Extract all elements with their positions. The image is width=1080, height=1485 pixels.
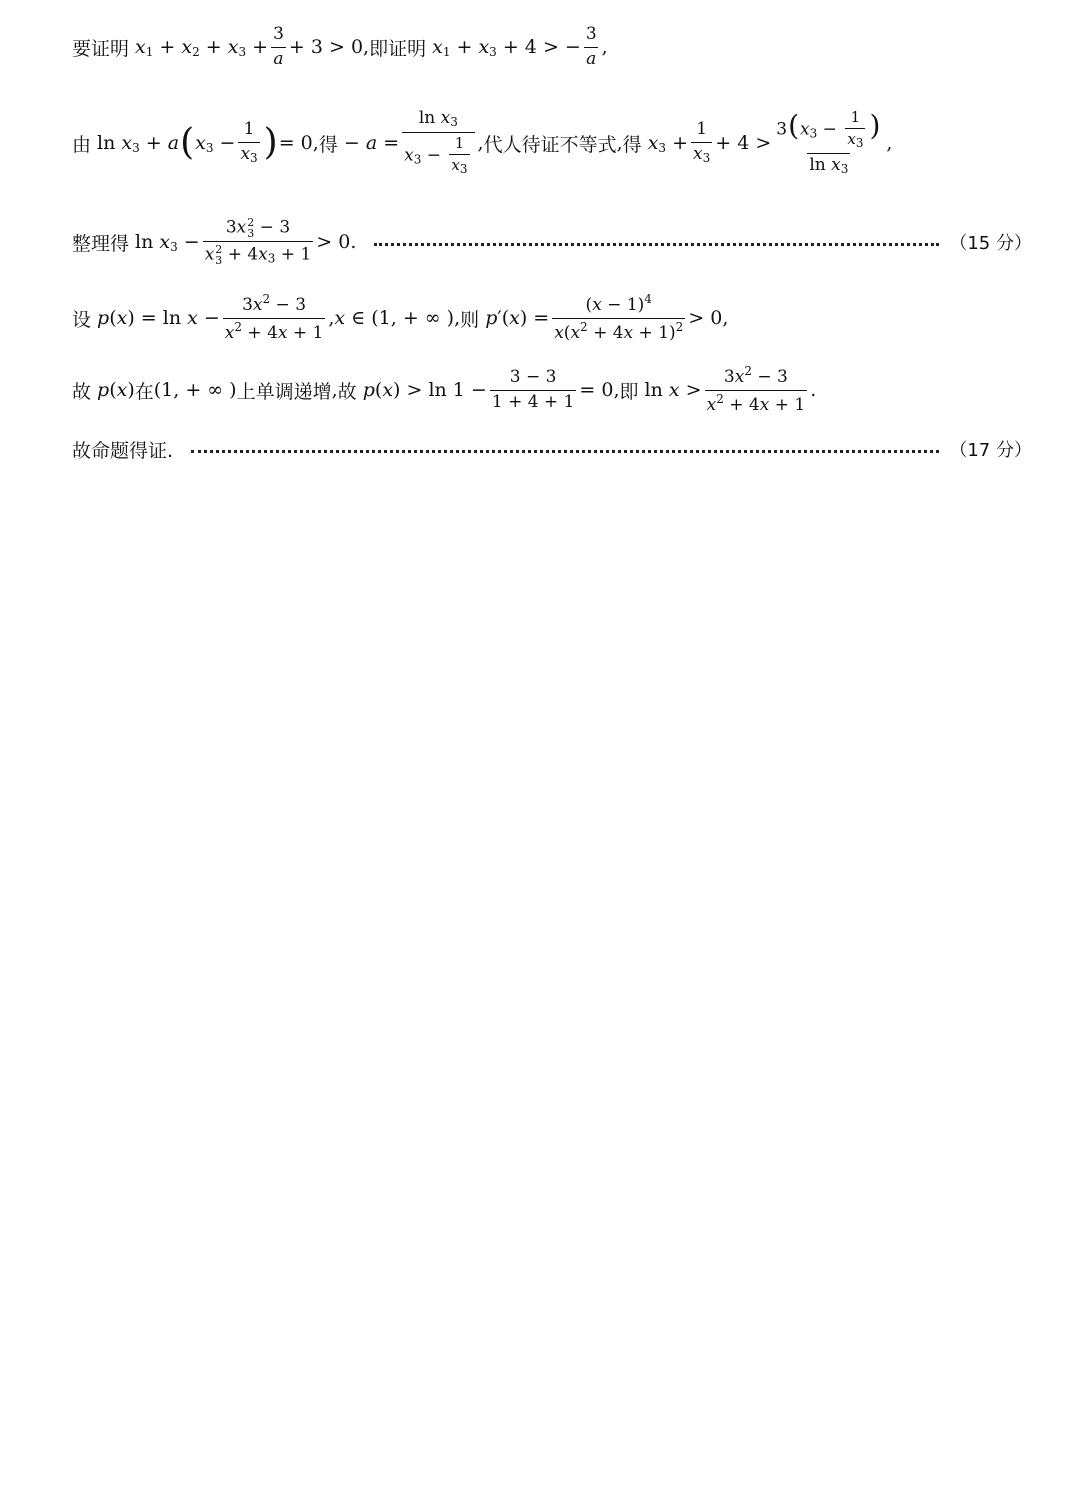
math-expression: $x_1 + x_3 + 4$ > −: [432, 35, 581, 59]
fraction-big: $3(x_3$ − $\frac{1}{x_3}$ ) $\ln x_3$: [776, 108, 881, 177]
dotted-leader: [374, 243, 939, 246]
proof-line-5: 故 p(x) 在 (1, + ∞ ) 上单调递增 , 故 p(x) > ln 1 − $\frac{3 - 3}{1 + 4 + 1}$ = 0, 即 ln x > $\frac{3x^2 - 3}{x^2 + 4x + 1}$ .: [72, 363, 817, 415]
text-gu: 故: [337, 380, 357, 403]
fraction: $\frac{3 - 3}{1 + 4 + 1}$: [491, 366, 575, 412]
dotted-leader: [191, 450, 939, 453]
text-prefix: 设: [72, 308, 92, 331]
proof-line-4: 设 p(x) = ln x − $\frac{3x^2 - 3}{x^2 + 4x + 1}$ ,x ∈ (1, + ∞ ), 则 p′(x) = $\frac{(x - 1)^4}{x(x^2 + 4x + 1)^2}$ > 0,: [72, 291, 729, 343]
fraction-ln-over-diff: $\ln x_3$ $x_3$ − $\frac{1}{x_3}$: [402, 109, 474, 177]
math-expression: p(x) = ln x −: [97, 307, 220, 329]
math-expression: $\ln x_3 + a$: [97, 131, 180, 155]
score-label: （17 分）: [949, 440, 1032, 461]
text-prefix: 故: [72, 380, 92, 403]
text-mid: 即证明: [369, 37, 427, 60]
text-ji: 即: [619, 380, 639, 403]
math-expression: + 3 > 0,: [288, 36, 370, 58]
fraction: $\frac{3}{a}$: [585, 23, 597, 69]
score-label: （15 分）: [949, 233, 1032, 254]
fraction: $\frac{1}{x_3}$: [240, 119, 258, 165]
text-de: 得: [318, 133, 338, 156]
text-ze: 则: [460, 308, 480, 331]
fraction: 3x 2 3 − 3 x 2 3 + $4x_3 + 1$: [204, 216, 312, 268]
text-zai: 在: [134, 380, 154, 403]
proof-line-1: 要证明 $x_1 + x_2 + x_3$ + $\frac{3}{a}$ + 3 > 0, 即证明 $x_1 + x_3 + 4$ > − $\frac{3}{a}$ ,: [72, 23, 608, 69]
text-prefix: 整理得: [72, 232, 130, 255]
text-prefix: 要证明: [72, 37, 130, 60]
fraction: $\frac{3x^2 - 3}{x^2 + 4x + 1}$: [224, 291, 324, 343]
proof-line-6: [72, 432, 1032, 466]
text-monotone: 上单调递增: [236, 380, 332, 403]
conclusion-text: 故命题得证.: [72, 439, 174, 462]
text-prefix: 由: [72, 133, 92, 156]
proof-line-2: 由 $\ln x_3 + a$ ( $x_3$ − $\frac{1}{x_3}$ ) = 0, 得 − a = $\ln x_3$ $x_3$ − $\frac{1}{x_3}$ , 代人待证不等式 , 得 $x_3$ + $\frac{1}{x_3}$ + 4 > $3(x_3$ − $\frac{1}{x_3}$ ) $\ln x_3$ ,: [72, 108, 893, 177]
proof-line-3: 整理得 $\ln x_3$ − 3x 2 3 − 3 x 2 3 + $4x_3 + 1$ > 0. （15 分）: [72, 216, 1032, 268]
text-de2: 得: [622, 133, 642, 156]
fraction: $\frac{3x^2 - 3}{x^2 + 4x + 1}$: [706, 363, 806, 415]
math-expression: $x_1 + x_2 + x_3$ +: [135, 35, 269, 59]
text-substitute: 代人待证不等式: [483, 133, 617, 156]
math-expression: $\ln x_3$ −: [135, 230, 200, 254]
fraction: $\frac{(x - 1)^4}{x(x^2 + 4x + 1)^2}$: [554, 291, 684, 343]
fraction: $\frac{3}{a}$: [273, 23, 284, 69]
fraction: $\frac{1}{x_3}$: [693, 119, 711, 165]
